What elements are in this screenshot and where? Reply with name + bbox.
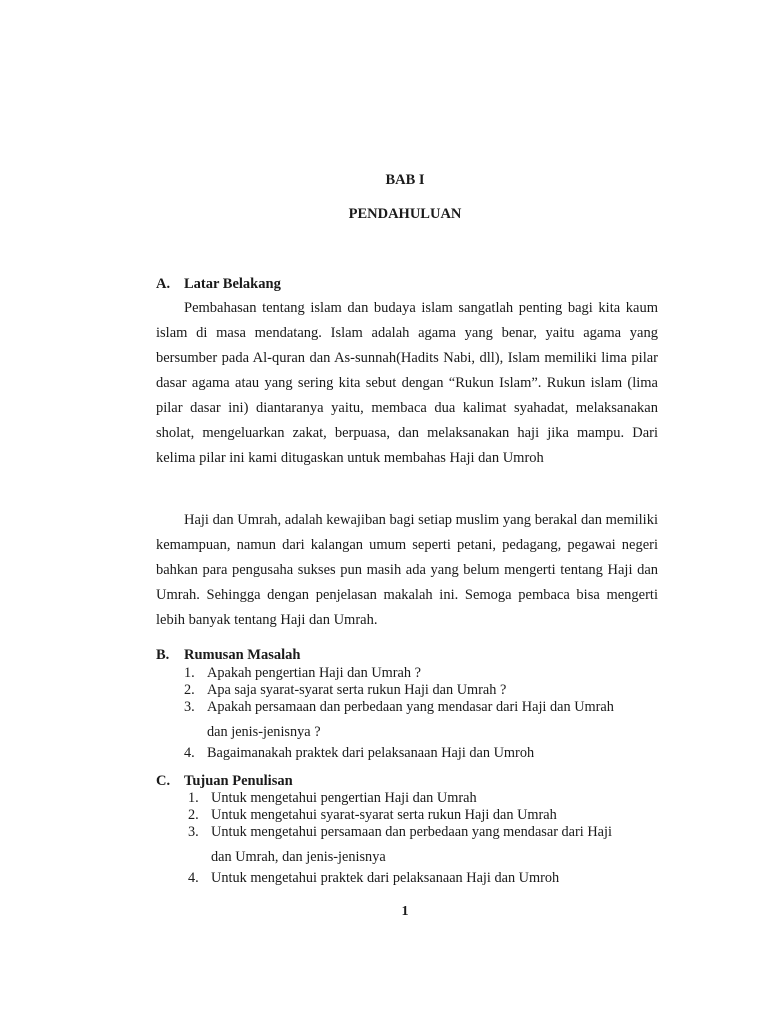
list-text: Untuk mengetahui praktek dari pelaksanaan Haji dan Umroh	[211, 870, 560, 886]
list-number: 3.	[184, 699, 195, 715]
list-item	[184, 682, 664, 699]
list-number: 4.	[188, 870, 199, 886]
paragraph: Pembahasan tentang islam dan budaya islam sangatlah penting bagi kita kaum islam di masa mendatang. Islam adalah agama yang benar, yaitu agama yang bersumber pada Al-quran dan As-sunnah(Hadits Nabi, dll), Islam memiliki lima pilar dasar agama atau yang sering kita sebut dengan “Rukun Islam”. Rukun islam (lima pilar dasar ini) diantaranya yaitu, membaca dua kalimat syahadat, melaksanakan sholat, mengeluarkan zakat, berpuasa, dan melaksanakan haji jika mampu. Dari kelima pilar ini kami ditugaskan untuk membahas Haji dan Umroh	[156, 300, 658, 466]
section-b-heading	[156, 647, 300, 664]
page-number: 1	[401, 904, 409, 919]
chapter-title: PENDAHULUAN	[348, 206, 462, 222]
list-text: Bagaimanakah praktek dari pelaksanaan Haji dan Umroh	[207, 745, 535, 761]
list-text-continuation: dan jenis-jenisnya ?	[207, 724, 321, 740]
objective-list	[188, 790, 664, 887]
list-number: 4.	[184, 745, 195, 761]
problem-list	[184, 665, 664, 762]
section-a-heading	[156, 276, 281, 293]
section-title: Rumusan Masalah	[184, 647, 301, 663]
list-number: 2.	[188, 807, 199, 823]
section-title: Tujuan Penulisan	[184, 773, 293, 789]
list-item	[184, 745, 664, 762]
chapter-heading: BAB I	[385, 172, 425, 188]
list-item	[184, 699, 664, 741]
list-text: Apakah persamaan dan perbedaan yang mendasar dari Haji dan Umrah	[207, 699, 614, 715]
list-item	[188, 807, 664, 824]
list-text: Untuk mengetahui pengertian Haji dan Umrah	[211, 790, 477, 806]
list-item	[184, 665, 664, 682]
section-title: Latar Belakang	[184, 276, 281, 292]
list-item	[188, 824, 664, 866]
list-text: Untuk mengetahui syarat-syarat serta rukun Haji dan Umrah	[211, 807, 557, 823]
list-item	[188, 790, 664, 807]
list-text-continuation: dan Umrah, dan jenis-jenisnya	[211, 849, 386, 865]
list-item	[188, 870, 664, 887]
list-number: 1.	[184, 665, 195, 681]
section-letter: C.	[156, 773, 171, 789]
list-number: 2.	[184, 682, 195, 698]
paragraph: Haji dan Umrah, adalah kewajiban bagi setiap muslim yang berakal dan memiliki kemampuan, namun dari kalangan umum seperti petani, pedagang, pegawai negeri bahkan para pengusaha sukses pun masih ada yang belum mengerti tentang Haji dan Umrah. Sehingga dengan penjelasan makalah ini. Semoga pembaca bisa mengerti lebih banyak tentang Haji dan Umrah.	[156, 512, 658, 628]
section-letter: B.	[156, 647, 170, 663]
list-number: 1.	[188, 790, 199, 806]
list-text: Apakah pengertian Haji dan Umrah ?	[207, 665, 421, 681]
list-text: Untuk mengetahui persamaan dan perbedaan yang mendasar dari Haji	[211, 824, 612, 840]
list-number: 3.	[188, 824, 199, 840]
section-letter: A.	[156, 276, 171, 292]
list-text: Apa saja syarat-syarat serta rukun Haji dan Umrah ?	[207, 682, 507, 698]
section-c-heading	[156, 773, 293, 790]
